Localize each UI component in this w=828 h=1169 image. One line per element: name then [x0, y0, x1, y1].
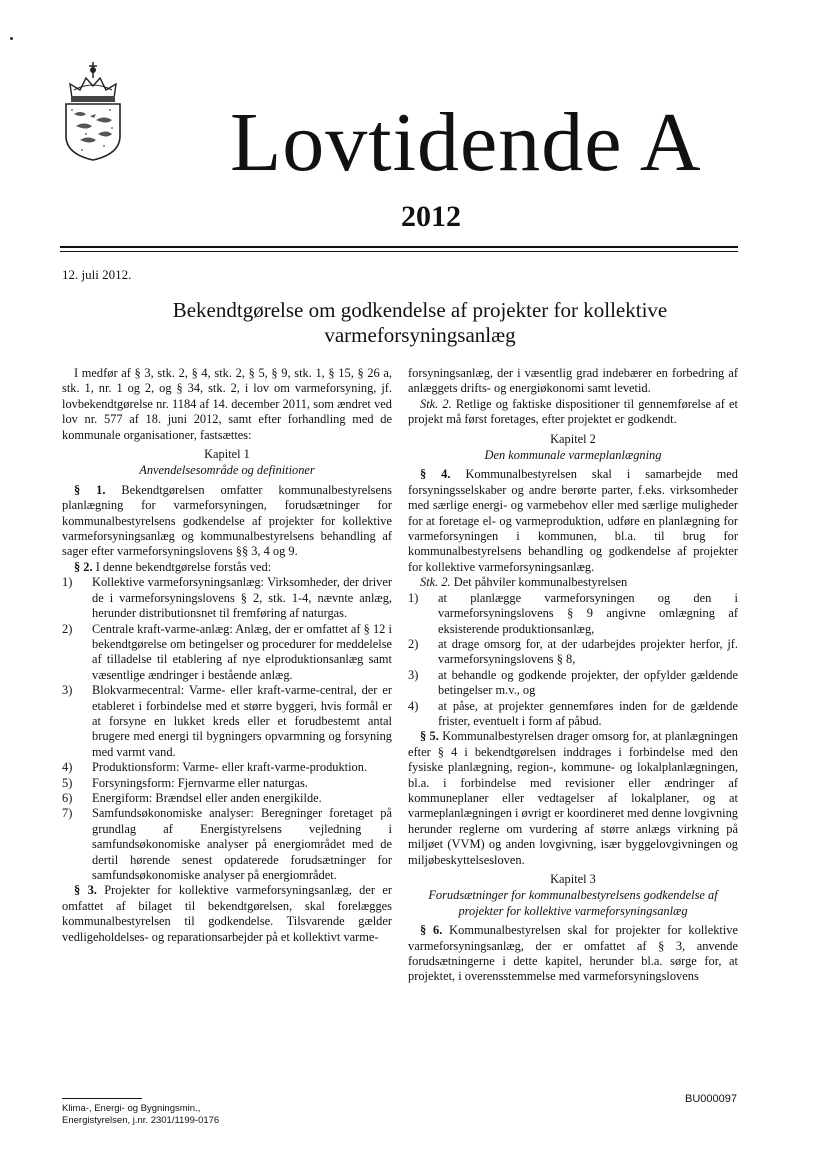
section-5: § 5. Kommunalbestyrelsen drager omsorg for, at planlægningen efter § 4 i bekendtgørelsen inddrages i forbindelse med den fysiske planlægning, region-, kommune- og lokalplanlægningen, bl.a. i forbindelse med revisioner eller ændringer af kommuneplaner eller vedtagelser af lokalplaner, og at varmeplanlægningen i øvrigt er koordineret med denne lovgivning herunder reglerne om vurdering af større anlægs virkning på miljøet (VVM) og anden lovgivning, især byggelovgivningen og miljøbeskyttelsesloven. [408, 729, 738, 867]
footnote-rule [62, 1098, 142, 1099]
publication-date: 12. juli 2012. [62, 267, 132, 282]
footnote-line-1: Klima-, Energi- og Bygningsmin., [62, 1103, 201, 1114]
chapter-1-heading: Kapitel 1 [204, 447, 250, 462]
stk-label: Stk. 2. [420, 396, 452, 411]
left-column [62, 366, 392, 945]
footnote [62, 1103, 219, 1127]
masthead-year: 2012 [401, 200, 461, 233]
chapter-1-title: Anvendelsesområde og definitioner [139, 463, 315, 478]
list-item: 2) Centrale kraft-varme-anlæg: Anlæg, der er omfattet af § 12 i bekendtgørelse om betingelser og procedurer for meddelelse af tilladelse til etablering af nye elproduktionsanlæg samt væsentlige ændringer i bestående anlæg. [62, 621, 393, 682]
section-2-text: I denne bekendtgørelse forstås ved: [95, 559, 272, 574]
header-rule [60, 246, 738, 248]
chapter-2-title: Den kommunale varmeplanlægning [484, 448, 662, 463]
section-2 [62, 560, 392, 575]
chapter-3-title: Forudsætninger for kommunalbestyrelsens godkendelse af projekter for kollektive varmeforsyningsanlæg [428, 888, 718, 918]
list-item: 6) Energiform: Brændsel eller anden energikilde. [62, 790, 322, 805]
list-item: 7) Samfundsøkonomiske analyser: Beregninger foretaget på grundlag af Energistyrelsens vejledning i samfundsøkonomiske analyser på energiområdet med de dertil hørende senest opdaterede forudsætninger for samfundsøkonomiske analyser på energiområdet. [62, 806, 392, 882]
title-line-1: Bekendtgørelse om godkendelse af projekter for kollektive [172, 298, 668, 322]
section-5-label: § 5. [420, 729, 439, 744]
list-item: 1) Kollektive varmeforsyningsanlæg: Virksomheder, der driver de i varmeforsyningslovens § 2, stk. 1-4, nævnte anlæg, herunder distributionsnet til fremføring af naturgas. [62, 575, 392, 621]
chapter-3-heading: Kapitel 3 [550, 872, 596, 886]
section-1-text: Bekendtgørelsen omfatter kommunalbestyrelsens planlægning for varmeforsyningen, forudsætninger for kommunalbestyrelsens godkendelse af projekter for kollektive varmeforsyningsanlæg og kommunalbestyrelsens behandling af sager efter varmeforsyningslovens §§ 3, 4 og 9. [62, 482, 392, 559]
list-item: 5) Forsyningsform: Fjernvarme eller naturgas. [62, 775, 308, 790]
list-item: 3) Blokvarmecentral: Varme- eller kraft-varme-central, der er etableret i forbindelse med et større byggeri, hvis formål er at forsyne en lukket kreds eller et forudbestemt antal brugere med energi til bygningers opvarmning og forsyning med varmt vand. [62, 683, 392, 759]
section-1-label: § 1. [74, 482, 106, 497]
section-4-label: § 4. [420, 467, 451, 482]
section-6: § 6. Kommunalbestyrelsen skal for projekter for kollektive varmeforsyningsanlæg, der er omfattet af § 3, anvende forudsætningerne i dette kapitel, herunder bl.a. sørge for, at projektet, i overensstemmelse med varmeforsyningslovens [408, 923, 738, 984]
stk-label: Stk. 2. [420, 575, 451, 590]
section-3-stk-2: Stk. 2. Retlige og faktiske dispositioner til gennemførelse af et projekt må først foretages, efter projektet er godkendt. [408, 396, 738, 427]
list-item: 2) at drage omsorg for, at der udarbejdes projekter herfor, jf. varmeforsyningslovens § 8, [408, 636, 738, 667]
coat-of-arms-icon [60, 58, 126, 162]
chapter-2-heading: Kapitel 2 [550, 431, 596, 446]
section-3-continued: forsyningsanlæg, der i væsentlig grad indebærer en forbedring af anlæggets drifts- og energiøkonomi samt levetid. [408, 366, 738, 396]
masthead-title: Lovtidende A [230, 96, 702, 189]
section-4-list [408, 591, 738, 730]
section-4: § 4. Kommunalbestyrelsen skal i samarbejde med forsyningsselskaber og andre berørte parter, f.eks. virksomheder med særlige energi- og varmebehov eller med særlige muligheder for at foretage el- og varmeproduktion, udføre en planlægning for varmeforsyningen i kommunen, bl.a. til brug for kommunalbestyrelsens behandling og godkendelse af projekter for kollektive varmeforsyningsanlæg. [408, 467, 738, 574]
footnote-line-2: Energistyrelsen, j.nr. 2301/1199-0176 [62, 1115, 220, 1126]
list-item: 4) Produktionsform: Varme- eller kraft-varme-produktion. [62, 760, 368, 775]
section-3-label: § 3. [74, 883, 97, 898]
list-item: 3) at behandle og godkende projekter, der opfylder gældende betingelser m.v., og [408, 667, 738, 698]
section-1 [62, 483, 392, 560]
section-6-label: § 6. [420, 923, 443, 938]
preamble: I medfør af § 3, stk. 2, § 4, stk. 2, § 5, § 9, stk. 1, § 15, § 26 a, stk. 1, nr. 1 og 2, og § 34, stk. 2, i lov om varmeforsyning, jf. lovbekendtgørelse nr. 1184 af 14. december 2011, som ændret ved lov nr. 577 af 18. juni 2012, samt efter forhandling med de kommunale organisationer, fastsættes: [62, 366, 392, 442]
section-3-text: Projekter for kollektive varmeforsyningsanlæg, der er omfattet af bilaget til bekendtgørelsen, skal forelægges kommunalbestyrelsen til godkendelse. Tilsvarende gælder vedligeholdelses- og reparationsarbejder på et kollektivt varme- [62, 883, 392, 944]
list-item: 1) at planlægge varmeforsyningen og den i varmeforsyningslovens § 9 angivne omlægning af eksisterende produktionsanlæg, [408, 590, 738, 636]
section-2-list [62, 575, 392, 883]
section-2-label: § 2. [74, 559, 93, 574]
header-rule-thin [60, 251, 738, 252]
section-3 [62, 883, 392, 945]
list-item: 4) at påse, at projekter gennemføres inden for de gældende frister, eventuelt i form af påbud. [408, 698, 738, 728]
right-column [408, 366, 738, 985]
section-4-stk-2: Stk. 2. Det påhviler kommunalbestyrelsen [420, 575, 628, 590]
title-line-2: varmeforsyningsanlæg [324, 323, 516, 347]
document-reference: BU000097 [685, 1093, 737, 1105]
scan-speck [10, 37, 13, 40]
document-title [100, 298, 740, 348]
